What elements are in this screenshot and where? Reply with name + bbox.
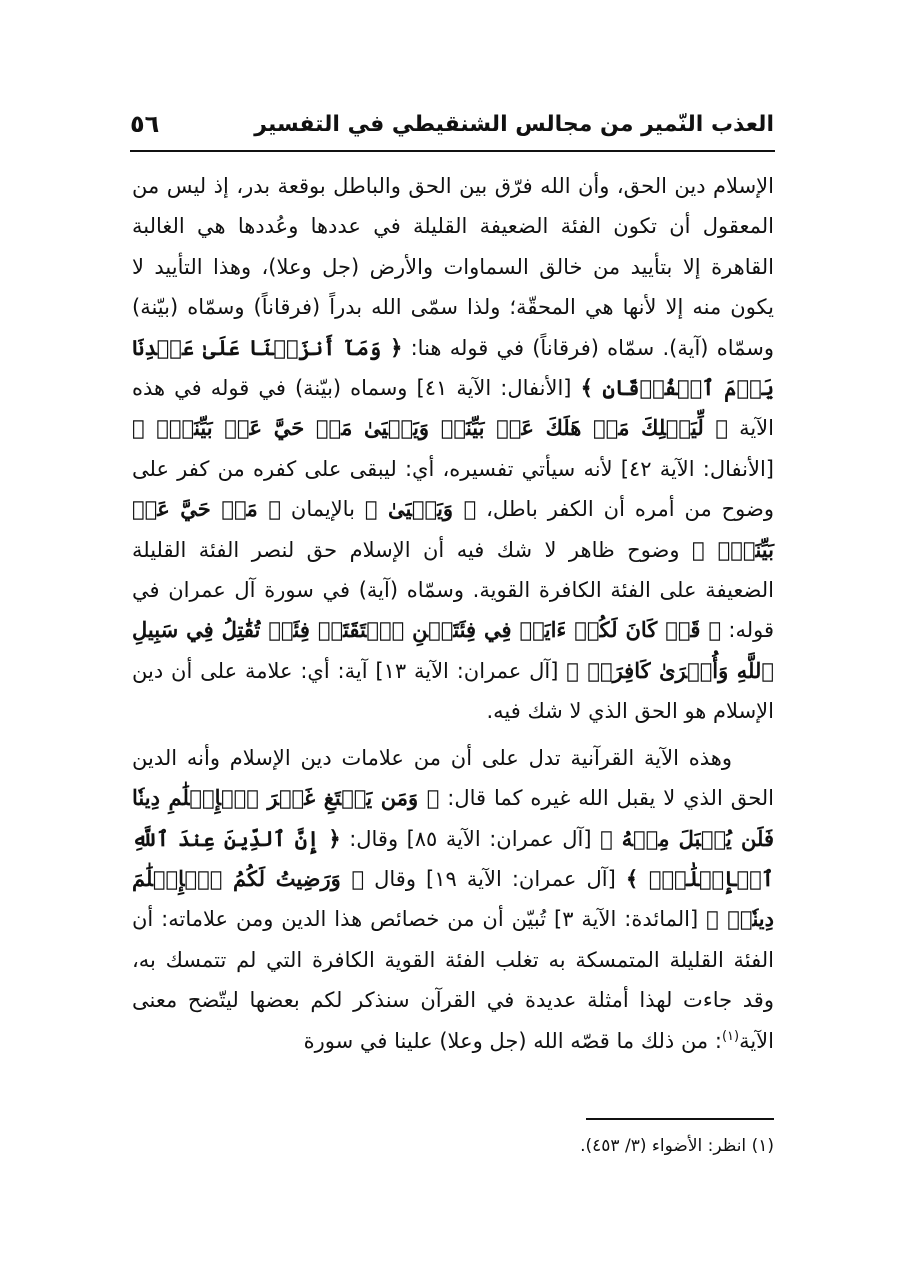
quran-verse: ﴿ وَيَحۡيَىٰ ﴾ [364, 496, 477, 522]
quran-verse: ﴿ وَمَآ أَنزَلۡنَا عَلَىٰ عَبۡدِنَا يَوۡمَ ٱلۡفُرۡقَانِ ﴾ [132, 334, 774, 401]
text-segment: الإسلام دين الحق، وأن الله فرّق بين الحق والباطل بوقعة بدر، إذ ليس من المعقول أن تكون الفئة الضعيفة القليلة في عددها وعُددها هي الغالبة القاهرة إلا بتأييد من خالق السماوات والأرض (جل وعلا)، وهذا التأييد لا يكون منه إلا لأنها هي المحقّة؛ ولذا سمّى الله بدراً (فرقاناً) وسمّاه (بيّنة) وسمّاه (آية). سمّاه (فرقاناً) في قوله هنا: [132, 174, 774, 360]
text-segment: وهذه الآية القرآنية تدل على أن من علامات دين الإسلام وأنه الدين الحق الذي لا يقبل الله غيره كما قال: [132, 745, 774, 811]
footnote [132, 1132, 774, 1160]
quran-verse: ﴿ لِّيَهۡلِكَ مَنۡ هَلَكَ عَنۢ بَيِّنَةٖ وَيَحۡيَىٰ مَنۡ حَيَّ عَنۢ بَيِّنَةٖۗ ﴾ [132, 415, 729, 441]
text-segment: [الأنفال: الآية ٤٢] لأنه سيأتي تفسيره، أي: ليبقى على كفره من كفر على وضوح من أمره أن الكفر باطل، [132, 456, 774, 522]
quran-verse: ﴿ مَنۡ حَيَّ عَنۢ بَيِّنَةٖۗ ﴾ [132, 496, 774, 562]
text-segment: [المائدة: الآية ٣] تُبيّن أن من خصائص هذا الدين ومن علاماته: أن الفئة القليلة المتمسكة به تغلب الفئة القوية الكافرة التي لم تتمسك به، وقد جاءت لهذا أمثلة عديدة في القرآن سنذكر لكم بعضها ليتّضح معنى الآية [132, 907, 774, 1053]
quran-verse: ﴿ وَرَضِيتُ لَكُمُ ٱلۡإِسۡلَٰمَ دِينٗاۚ ﴾ [132, 865, 774, 932]
paragraph-2 [132, 738, 774, 1061]
quran-verse: ﴿ إِنَّ ٱلدِّينَ عِندَ ٱللَّهِ ٱلۡإِسۡلَٰمُۗ ﴾ [132, 825, 774, 891]
text-segment: : من ذلك ما قصّه الله (جل وعلا) علينا في سورة [303, 1028, 722, 1053]
text-segment: وضوح ظاهر لا شك فيه أن الإسلام حق لنصر الفئة القليلة الضعيفة على الفئة الكافرة القوية. وسمّاه (آية) في سورة آل عمران في قوله: [132, 537, 775, 643]
text-segment: [آل عمران: الآية ١٣] آية: أي: علامة على أن دين الإسلام هو الحق الذي لا شك فيه. [132, 658, 774, 724]
quran-verse: ﴿ قَدۡ كَانَ لَكُمۡ ءَايَةٞ فِي فِئَتَيۡنِ ٱلۡتَقَتَاۖ فِئَةٞ تُقَٰتِلُ فِي سَبِيلِ ٱللَّهِ وَأُخۡرَىٰ كَافِرَةٞ ﴾ [132, 617, 774, 683]
quran-verse: ﴿ وَمَن يَبۡتَغِ غَيۡرَ ٱلۡإِسۡلَٰمِ دِينٗا فَلَن يُقۡبَلَ مِنۡهُ ﴾ [132, 785, 774, 851]
header-divider [130, 150, 775, 152]
page-number: ٥٦ [130, 110, 160, 138]
text-segment: بالإيمان [280, 497, 355, 522]
footnote-text: انظر: الأضواء (٣/ ٤٥٣). [580, 1136, 747, 1156]
main-text [132, 166, 774, 1061]
header-title: العذب النّمير من مجالس الشنقيطي في التفسير [254, 112, 774, 137]
text-segment: [الأنفال: الآية ٤١] وسماه (بيّنة) في قوله في هذه الآية [132, 376, 774, 441]
running-header [130, 108, 774, 148]
footnote-divider [586, 1118, 774, 1120]
footnote-reference[interactable]: (١) [721, 1028, 740, 1044]
paragraph-1 [132, 166, 774, 732]
footnote-marker: (١) [751, 1136, 774, 1156]
text-segment: [آل عمران: الآية ١٩] وقال [364, 866, 616, 891]
text-segment: [آل عمران: الآية ٨٥] وقال: [340, 826, 592, 851]
